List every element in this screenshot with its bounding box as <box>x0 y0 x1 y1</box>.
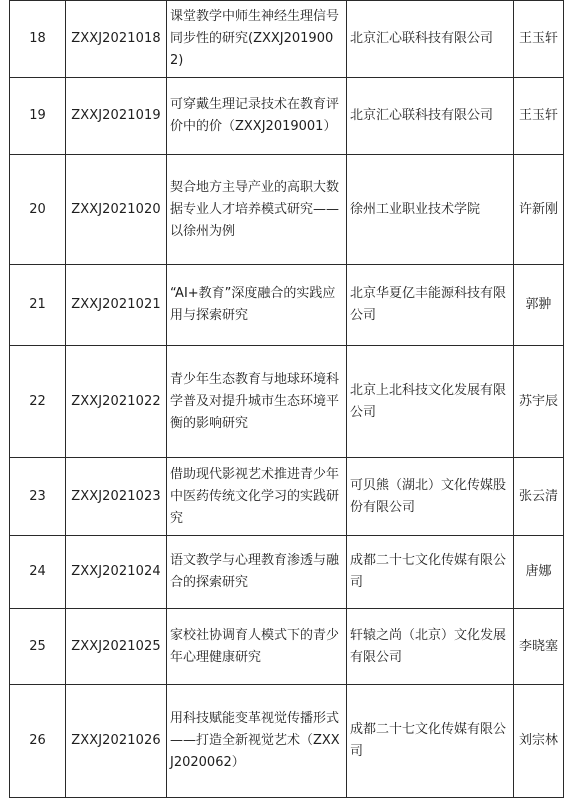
organization: 成都二十七文化传媒有限公司 <box>347 685 514 798</box>
table-row <box>10 78 564 155</box>
person-name: 苏宇辰 <box>514 346 564 458</box>
project-table <box>9 0 564 798</box>
organization: 可贝熊（湖北）文化传媒股份有限公司 <box>347 458 514 536</box>
project-code: ZXXJ2021025 <box>66 609 167 685</box>
organization: 北京华夏亿丰能源科技有限公司 <box>347 265 514 346</box>
table-row <box>10 685 564 798</box>
project-title: 用科技赋能变革视觉传播形式——打造全新视觉艺术（ZXXJ2020062） <box>167 685 347 798</box>
person-name: 唐娜 <box>514 536 564 609</box>
organization: 北京汇心联科技有限公司 <box>347 78 514 155</box>
project-title: 家校社协调育人模式下的青少年心理健康研究 <box>167 609 347 685</box>
table-row <box>10 458 564 536</box>
organization: 北京上北科技文化发展有限公司 <box>347 346 514 458</box>
project-title: 契合地方主导产业的高职大数据专业人才培养模式研究——以徐州为例 <box>167 155 347 265</box>
organization: 成都二十七文化传媒有限公司 <box>347 536 514 609</box>
project-title: 语文教学与心理教育渗透与融合的探索研究 <box>167 536 347 609</box>
row-number: 26 <box>10 685 66 798</box>
project-code: ZXXJ2021021 <box>66 265 167 346</box>
table-row <box>10 346 564 458</box>
person-name: 李晓塞 <box>514 609 564 685</box>
organization: 北京汇心联科技有限公司 <box>347 1 514 78</box>
person-name: 刘宗林 <box>514 685 564 798</box>
project-code: ZXXJ2021019 <box>66 78 167 155</box>
row-number: 18 <box>10 1 66 78</box>
project-title: 借助现代影视艺术推进青少年中医药传统文化学习的实践研究 <box>167 458 347 536</box>
table-row <box>10 609 564 685</box>
person-name: 郭翀 <box>514 265 564 346</box>
table-row <box>10 155 564 265</box>
table-row <box>10 1 564 78</box>
project-title: 可穿戴生理记录技术在教育评价中的价（ZXXJ2019001） <box>167 78 347 155</box>
project-code: ZXXJ2021026 <box>66 685 167 798</box>
row-number: 20 <box>10 155 66 265</box>
project-code: ZXXJ2021020 <box>66 155 167 265</box>
project-title: “AI+教育”深度融合的实践应用与探索研究 <box>167 265 347 346</box>
row-number: 22 <box>10 346 66 458</box>
organization: 轩辕之尚（北京）文化发展有限公司 <box>347 609 514 685</box>
project-code: ZXXJ2021024 <box>66 536 167 609</box>
person-name: 王玉轩 <box>514 1 564 78</box>
row-number: 25 <box>10 609 66 685</box>
table-row <box>10 265 564 346</box>
row-number: 23 <box>10 458 66 536</box>
project-code: ZXXJ2021022 <box>66 346 167 458</box>
project-title: 青少年生态教育与地球环境科学普及对提升城市生态环境平衡的影响研究 <box>167 346 347 458</box>
row-number: 24 <box>10 536 66 609</box>
row-number: 21 <box>10 265 66 346</box>
person-name: 许新刚 <box>514 155 564 265</box>
organization: 徐州工业职业技术学院 <box>347 155 514 265</box>
project-code: ZXXJ2021018 <box>66 1 167 78</box>
person-name: 张云清 <box>514 458 564 536</box>
project-title: 课堂教学中师生神经生理信号同步性的研究(ZXXJ2019002) <box>167 1 347 78</box>
person-name: 王玉轩 <box>514 78 564 155</box>
row-number: 19 <box>10 78 66 155</box>
project-code: ZXXJ2021023 <box>66 458 167 536</box>
table-row <box>10 536 564 609</box>
